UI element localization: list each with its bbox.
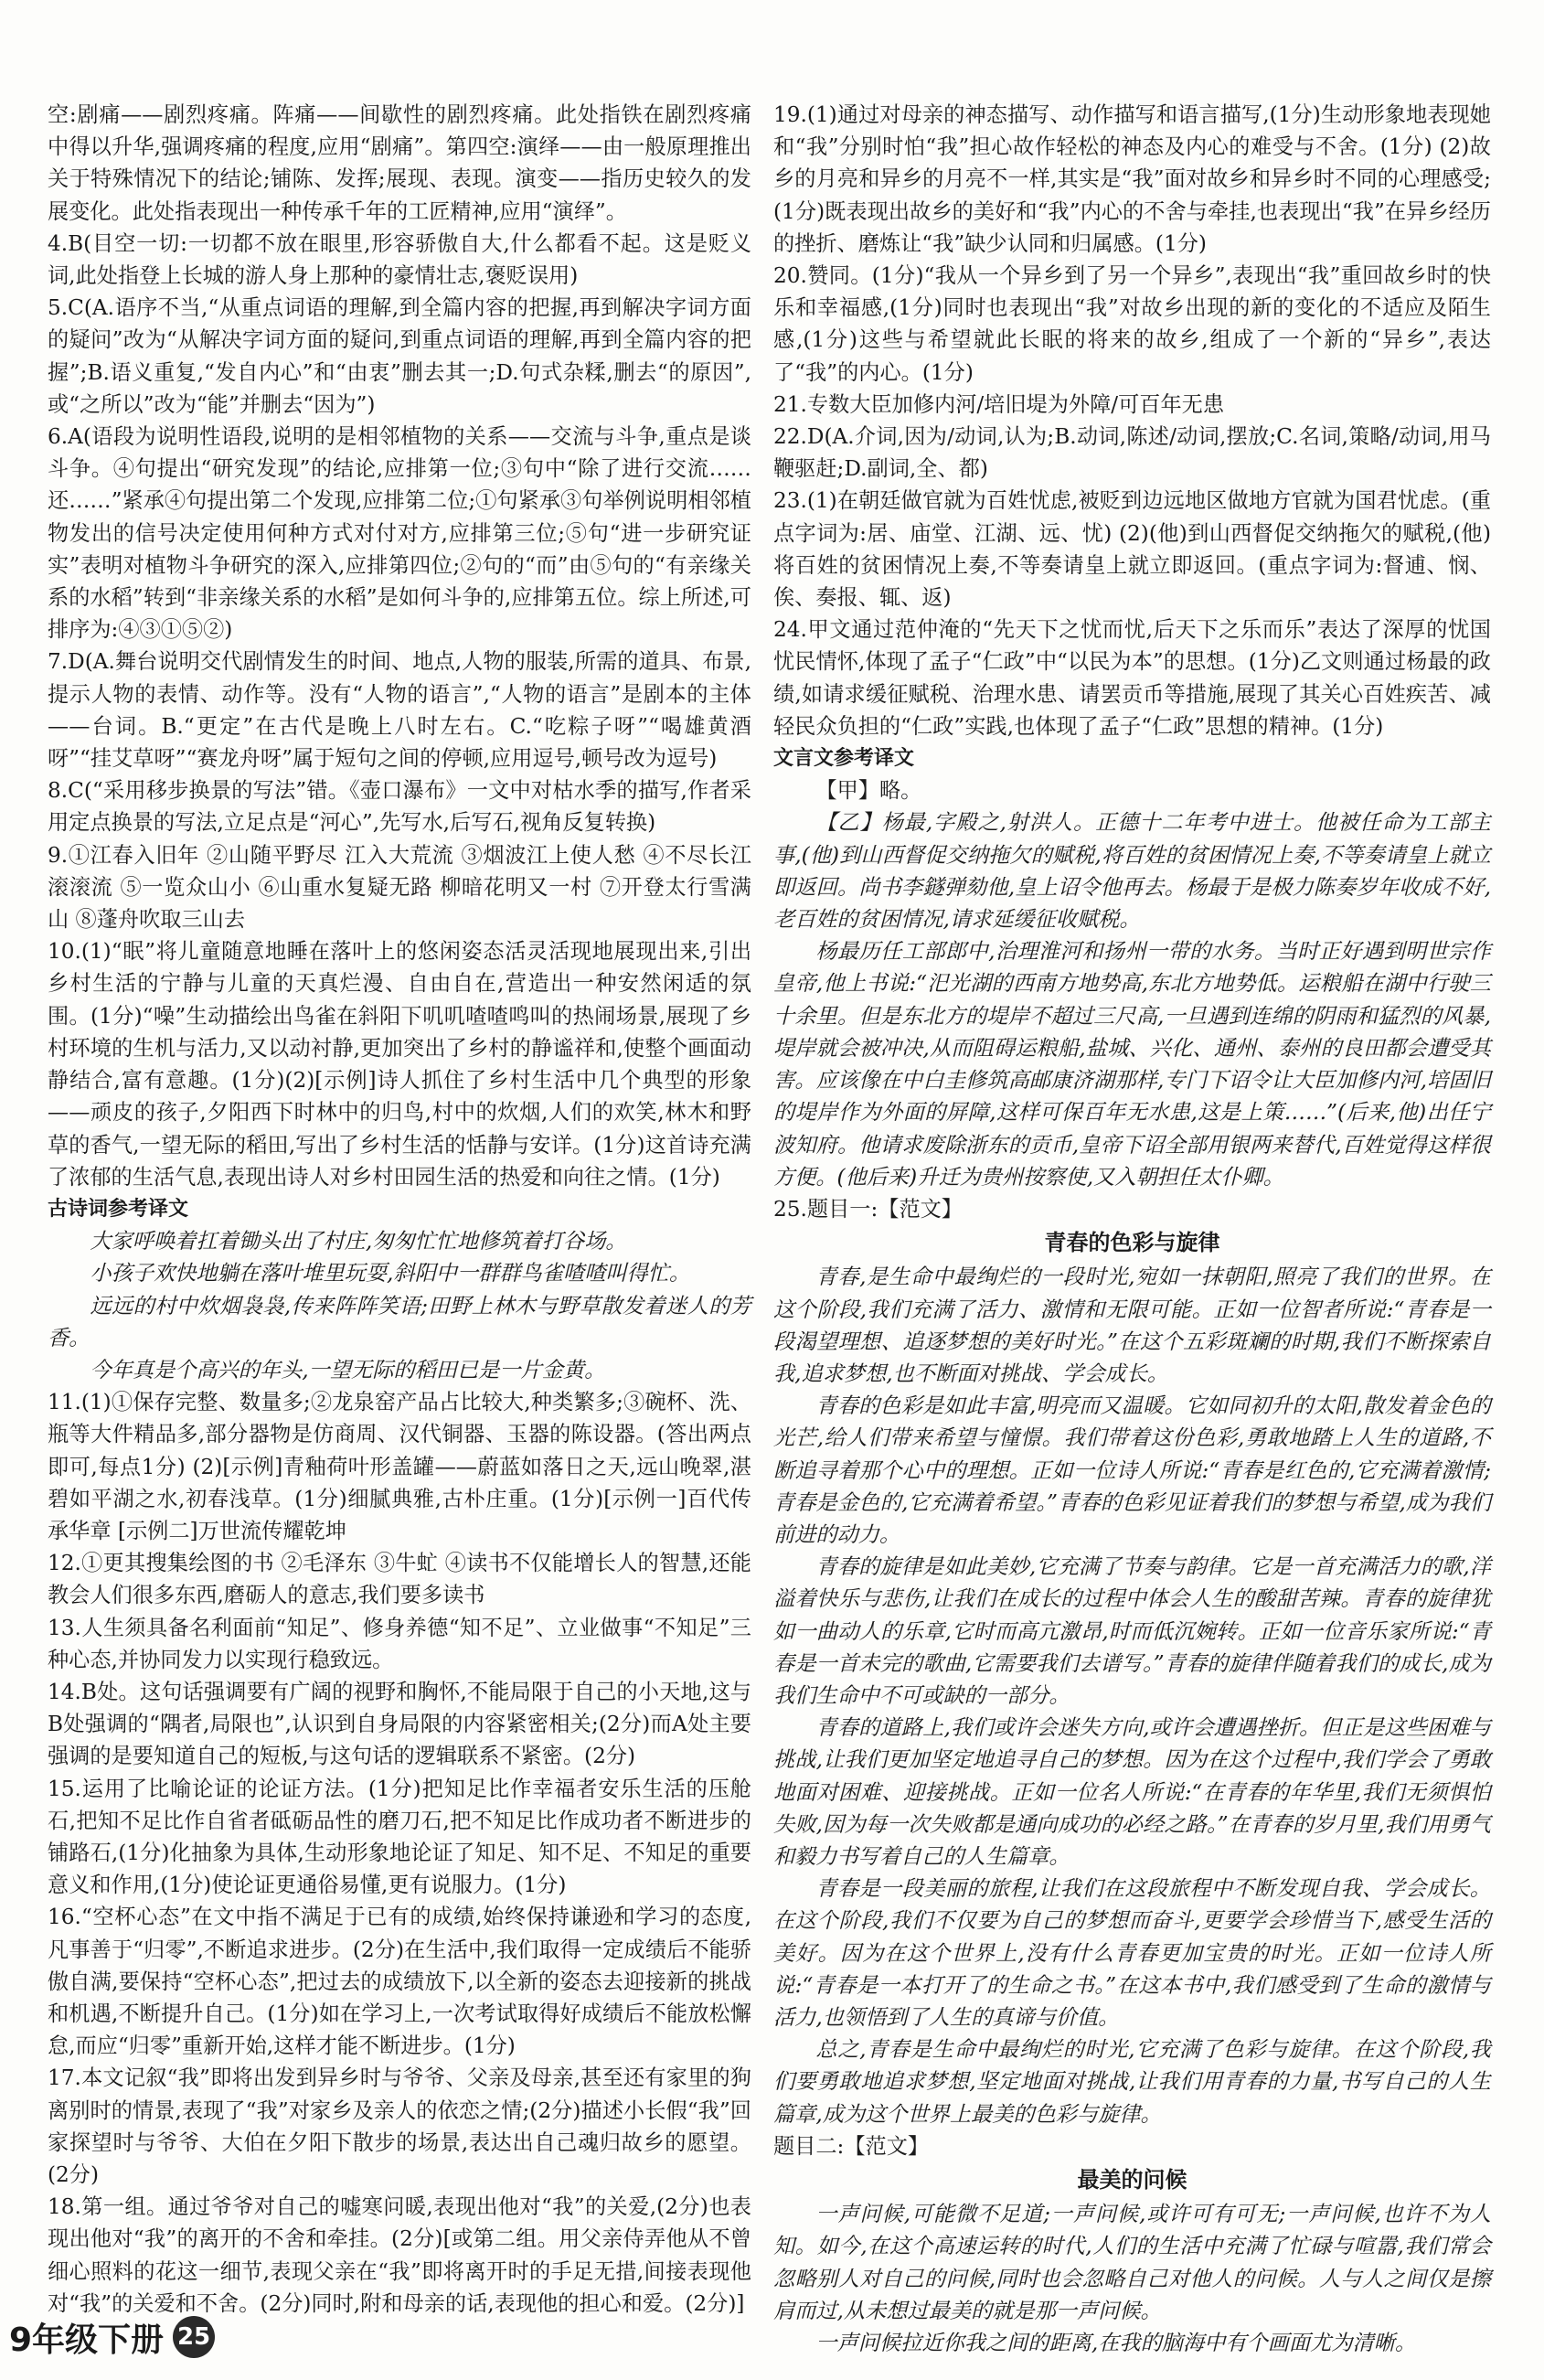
left-paragraph: 8.C(“采用移步换景的写法”错。《壶口瀑布》一文中对枯水季的描写,作者采用定点换景的写法,立足点是“河心”,先写水,后写石,视角反复转换) — [48, 778, 751, 836]
left-paragraph: 10.(1)“眠”将儿童随意地睡在落叶上的悠闲姿态活灵活现地展现出来,引出乡村生活的宁静与儿童的天真烂漫、自由自在,营造出一种安然闲适的氛围。(1分)“噪”生动描绘出鸟雀在斜阳下叽叽喳喳鸣叫的热闹场景,展现了乡村环境的生机与活力,又以动衬静,更加突出了乡村的静谧祥和,使整个画面动静结合,富有意趣。(1分)(2)[示例]诗人抓住了乡村生活中几个典型的形象——顽皮的孩子,夕阳西下时林中的归鸟,村中的炊烟,人们的欢笑,林木和野草的香气,一望无际的稻田,写出了乡村生活的恬静与安详。(1分)这首诗充满了浓郁的生活气息,表现出诗人对乡村田园生活的热爱和向往之情。(1分) — [48, 939, 751, 1190]
left-paragraph: 17.本文记叙“我”即将出发到异乡时与爷爷、父亲及母亲,甚至还有家里的狗离别时的情景,表现了“我”对家乡及亲人的依恋之情;(2分)描述小长假“我”回家探望时与爷爷、大伯在夕阳下散步的场景,表达出自己魂归故乡的愿望。(2分) — [48, 2065, 751, 2187]
right-paragraph: 总之,青春是生命中最绚烂的时光,它充满了色彩与旋律。在这个阶段,我们要勇敢地追求梦想,坚定地面对挑战,让我们用青春的力量,书写自己的人生篇章,成为这个世界上最美的色彩与旋律。 — [773, 2037, 1491, 2127]
right-paragraph: 25.题目一:【范文】 — [773, 1196, 963, 1222]
right-paragraph: 文言文参考译文 — [773, 747, 915, 771]
left-paragraph: 6.A(语段为说明性语段,说明的是相邻植物的关系——交流与斗争,重点是谈斗争。④句提出“研究发现”的结论,应排第一位;③句中“除了进行交流……还……”紧承④句提出第二个发现,应排第二位;①句紧承③句举例说明相邻植物发出的信号决定使用何种方式对付对方,应排第三位;⑤句“进一步研究证实”表明对植物斗争研究的深入,应排第四位;②句的“而”由⑤句的“有亲缘关系的水稻”转到“非亲缘关系的水稻”是如何斗争的,应排第五位。综上所述,可排序为:④③①⑤②) — [48, 424, 751, 643]
left-paragraph: 12.①更其搜集绘图的书 ②毛泽东 ③牛虻 ④读书不仅能增长人的智慧,还能教会人们很多东西,磨砺人的意志,我们要多读书 — [48, 1551, 751, 1608]
left-paragraph: 大家呼唤着扛着锄头出了村庄,匆匆忙忙地修筑着打谷场。 — [90, 1229, 627, 1254]
right-paragraph: 青春的色彩与旋律 — [1044, 1230, 1220, 1256]
right-paragraph: 杨最历任工部郎中,治理淮河和扬州一带的水务。当时正好遇到明世宗作皇帝,他上书说:“汜光湖的西南方地势高,东北方地势低。运粮船在湖中行驶三十余里。但是东北方的堤岸不超过三尺高,一旦遇到连绵的阴雨和猛烈的风暴,堤岸就会被冲决,从而阻碍运粮船,盐城、兴化、通州、泰州的良田都会遭受其害。应该像在中白圭修筑高邮康济湖那样,专门下诏令让大臣加修内河,培固旧的堤岸作为外面的屏障,这样可保百年无水患,这是上策……”(后来,他)出任宁波知府。他请求废除浙东的贡币,皇帝下诏全部用银两来替代,百姓觉得这样很方便。(他后来)升迁为贵州按察使,又入朝担任太仆卿。 — [773, 939, 1491, 1190]
right-paragraph: 【乙】杨最,字殿之,射洪人。正德十二年考中进士。他被任命为工部主事,(他)到山西督促交纳拖欠的赋税,将百姓的贫困情况上奏,不等奏请皇上就立即返回。尚书李鐩弹劾他,皇上诏令他再去。杨最于是极力陈奏岁年收成不好,老百姓的贫困情况,请求延缓征收赋税。 — [773, 810, 1491, 933]
right-paragraph: 20.赞同。(1分)“我从一个异乡到了另一个异乡”,表现出“我”重回故乡时的快乐和幸福感,(1分)同时也表现出“我”对故乡出现的新的变化的不适应及陌生感,(1分)这些与希望就此长眠的将来的故乡,组成了一个新的“异乡”,表达了“我”的内心。(1分) — [773, 263, 1491, 385]
right-paragraph: 21.专数大臣加修内河/培旧堤为外障/可百年无患 — [773, 391, 1225, 417]
right-paragraph: 22.D(A.介词,因为/动词,认为;B.动词,陈述/动词,摆放;C.名词,策略/动词,用马鞭驱赶;D.副词,全、都) — [773, 424, 1491, 482]
left-paragraph: 今年真是个高兴的年头,一望无际的稻田已是一片金黄。 — [90, 1357, 606, 1382]
left-paragraph: 空:剧痛——剧烈疼痛。阵痛——间歇性的剧烈疼痛。此处指铁在剧烈疼痛中得以升华,强调疼痛的程度,应用“剧痛”。第四空:演绎——由一般原理推出关于特殊情况下的结论;铺陈、发挥;展现、表现。演变——指历史较久的发展变化。此处指表现出一种传承千年的工匠精神,应用“演绎”。 — [48, 102, 751, 224]
right-paragraph: 24.甲文通过范仲淹的“先天下之忧而忧,后天下之乐而乐”表达了深厚的忧国忧民情怀,体现了孟子“仁政”中“以民为本”的思想。(1分)乙文则通过杨最的政绩,如请求缓征赋税、治理水患、请罢贡币等措施,展现了其关心百姓疾苦、减轻民众负担的“仁政”实践,也体现了孟子“仁政”思想的精神。(1分) — [773, 617, 1491, 739]
left-paragraph: 15.运用了比喻论证的论证方法。(1分)把知足比作幸福者安乐生活的压舱石,把知不足比作自省者砥砺品性的磨刀石,把不知足比作成功者不断进步的铺路石,(1分)化抽象为具体,生动形象地论证了知足、知不足、不知足的重要意义和作用,(1分)使论证更通俗易懂,更有说服力。(1分) — [48, 1776, 751, 1898]
left-paragraph: 5.C(A.语序不当,“从重点词语的理解,到全篇内容的把握,再到解决字词方面的疑问”改为“从解决字词方面的疑问,到重点词语的理解,再到全篇内容的把握”;B.语义重复,“发自内心”和“由衷”删去其一;D.句式杂糅,删去“的原因”,或“之所以”改为“能”并删去“因为”) — [48, 295, 751, 417]
right-column — [773, 99, 1491, 2359]
left-paragraph: 远远的村中炊烟袅袅,传来阵阵笑语;田野上林木与野草散发着迷人的芳香。 — [48, 1293, 751, 1350]
grade-label: 9年级下册 — [9, 2321, 165, 2359]
left-paragraph: 14.B处。这句话强调要有广阔的视野和胸怀,不能局限于自己的小天地,这与B处强调的“隅者,局限也”,认识到自身局限的内容紧密相关;(2分)而A处主要强调的是要知道自己的短板,与这句话的逻辑联系不紧密。(2分) — [48, 1679, 751, 1769]
right-paragraph: 【甲】略。 — [815, 778, 922, 804]
left-paragraph: 11.(1)①保存完整、数量多;②龙泉窑产品占比较大,种类繁多;③碗杯、洗、瓶等大件精品多,部分器物是仿商周、汉代铜器、玉器的陈设器。(答出两点即可,每点1分) (2)[示例]青釉荷叶形盖罐——蔚蓝如落日之天,远山晚翠,湛碧如平湖之水,初春浅草。(1分)细腻典雅,古朴庄重。(1分)[示例一]百代传承华章 [示例二]万世流传耀乾坤 — [48, 1390, 751, 1543]
left-paragraph: 4.B(目空一切:一切都不放在眼里,形容骄傲自大,什么都看不起。这是贬义词,此处指登上长城的游人身上那种的豪情壮志,褒贬误用) — [48, 230, 751, 289]
left-column — [48, 99, 751, 2320]
right-paragraph: 最美的问候 — [1077, 2167, 1187, 2193]
right-paragraph: 青春的旋律是如此美妙,它充满了节奏与韵律。它是一首充满活力的歌,洋溢着快乐与悲伤,让我们在成长的过程中体会人生的酸甜苦辣。青春的旋律犹如一曲动人的乐章,它时而高亢激昂,时而低沉婉转。正如一位音乐家所说:“青春是一首未完的歌曲,它需要我们去谱写。”青春的旋律伴随着我们的成长,成为我们生命中不可或缺的一部分。 — [773, 1554, 1491, 1708]
right-paragraph: 题目二:【范文】 — [773, 2133, 930, 2159]
left-paragraph: 9.①江春入旧年 ②山随平野尽 江入大荒流 ③烟波江上使人愁 ④不尽长江滚滚流 ⑤一览众山小 ⑥山重水复疑无路 柳暗花明又一村 ⑦开登太行雪满山 ⑧蓬舟吹取三山去 — [48, 842, 751, 933]
left-paragraph: 13.人生须具备名利面前“知足”、修身养德“知不足”、立业做事“不知足”三种心态,并协同发力以实现行稳致远。 — [48, 1615, 751, 1672]
left-paragraph: 古诗词参考译文 — [48, 1197, 189, 1221]
right-paragraph: 青春的道路上,我们或许会迷失方向,或许会遭遇挫折。但正是这些困难与挑战,让我们更加坚定地追寻自己的梦想。因为在这个过程中,我们学会了勇敢地面对困难、迎接挑战。正如一位名人所说:“在青春的年华里,我们无须惧怕失败,因为每一次失败都是通向成功的必经之路。”在青春的岁月里,我们用勇气和毅力书写着自己的人生篇章。 — [773, 1715, 1491, 1869]
right-paragraph: 23.(1)在朝廷做官就为百姓忧虑,被贬到边远地区做地方官就为国君忧虑。(重点字词为:居、庙堂、江湖、远、忧) (2)(他)到山西督促交纳拖欠的赋税,(他)将百姓的贫困情况上奏,不等奏请皇上就立即返回。(重点字词为:督逋、悯、俟、奏报、辄、返) — [773, 488, 1491, 611]
left-paragraph: 小孩子欢快地躺在落叶堆里玩耍,斜阳中一群群鸟雀喳喳叫得忙。 — [90, 1261, 691, 1286]
left-paragraph: 16.“空杯心态”在文中指不满足于已有的成绩,始终保持谦逊和学习的态度,凡事善于“归零”,不断追求进步。(2分)在生活中,我们取得一定成绩后不能骄傲自满,要保持“空杯心态”,把过去的成绩放下,以全新的姿态去迎接新的挑战和机遇,不断提升自己。(1分)如在学习上,一次考试取得好成绩后不能放松懈怠,而应“归零”重新开始,这样才能不断进步。(1分) — [48, 1905, 751, 2059]
right-paragraph: 青春,是生命中最绚烂的一段时光,宛如一抹朝阳,照亮了我们的世界。在这个阶段,我们充满了活力、激情和无限可能。正如一位智者所说:“青春是一段渴望理想、追逐梦想的美好时光。”在这个五彩斑斓的时期,我们不断探索自我,追求梦想,也不断面对挑战、学会成长。 — [773, 1265, 1491, 1386]
left-paragraph: 18.第一组。通过爷爷对自己的嘘寒问暖,表现出他对“我”的关爱,(2分)也表现出他对“我”的离开的不舍和牵挂。(2分)[或第二组。用父亲侍弄他从不曾细心照料的花这一细节,表现父亲在“我”即将离开时的手足无措,间接表现他对“我”的关爱和不舍。(2分)同时,附和母亲的话,表现他的担心和爱。(2分)] — [48, 2194, 751, 2316]
page-footer — [9, 2313, 215, 2361]
left-paragraph: 7.D(A.舞台说明交代剧情发生的时间、地点,人物的服装,所需的道具、布景,提示人物的表情、动作等。没有“人物的语言”,“人物的语言”是剧本的主体——台词。B.“更定”在古代是晚上八时左右。C.“吃粽子呀”“喝雄黄酒呀”“挂艾草呀”“赛龙舟呀”属于短句之间的停顿,应用逗号,顿号改为逗号) — [48, 649, 751, 772]
right-paragraph: 一声问候拉近你我之间的距离,在我的脑海中有个画面尤为清晰。 — [815, 2331, 1417, 2356]
right-paragraph: 19.(1)通过对母亲的神态描写、动作描写和语言描写,(1分)生动形象地表现她和“我”分别时怕“我”担心故作轻松的神态及内心的难受与不舍。(1分) (2)故乡的月亮和异乡的月亮不一样,其实是“我”面对故乡和异乡时不同的心理感受;(1分)既表现出故乡的美好和“我”内心的不舍与牵挂,也表现出“我”在异乡经历的挫折、磨炼让“我”缺少认同和归属感。(1分) — [773, 102, 1491, 256]
right-paragraph: 青春是一段美丽的旅程,让我们在这段旅程中不断发现自我、学会成长。在这个阶段,我们不仅要为自己的梦想而奋斗,更要学会珍惜当下,感受生活的美好。因为在这个世界上,没有什么青春更加宝贵的时光。正如一位诗人所说:“青春是一本打开了的生命之书。”在这本书中,我们感受到了生命的激情与活力,也领悟到了人生的真谛与价值。 — [773, 1876, 1491, 2030]
page-number: 25 — [173, 2316, 215, 2358]
right-paragraph: 青春的色彩是如此丰富,明亮而又温暖。它如同初升的太阳,散发着金色的光芒,给人们带来希望与憧憬。我们带着这份色彩,勇敢地踏上人生的道路,不断追寻着那个心中的理想。正如一位诗人所说:“青春是红色的,它充满着激情;青春是金色的,它充满着希望。”青春的色彩见证着我们的梦想与希望,成为我们前进的动力。 — [773, 1393, 1491, 1547]
right-paragraph: 一声问候,可能微不足道;一声问候,或许可有可无;一声问候,也许不为人知。如今,在这个高速运转的时代,人们的生活中充满了忙碌与喧嚣,我们常会忽略别人对自己的问候,同时也会忽略自己对他人的问候。人与人之间仅是擦肩而过,从未想过最美的就是那一声问候。 — [773, 2202, 1491, 2323]
